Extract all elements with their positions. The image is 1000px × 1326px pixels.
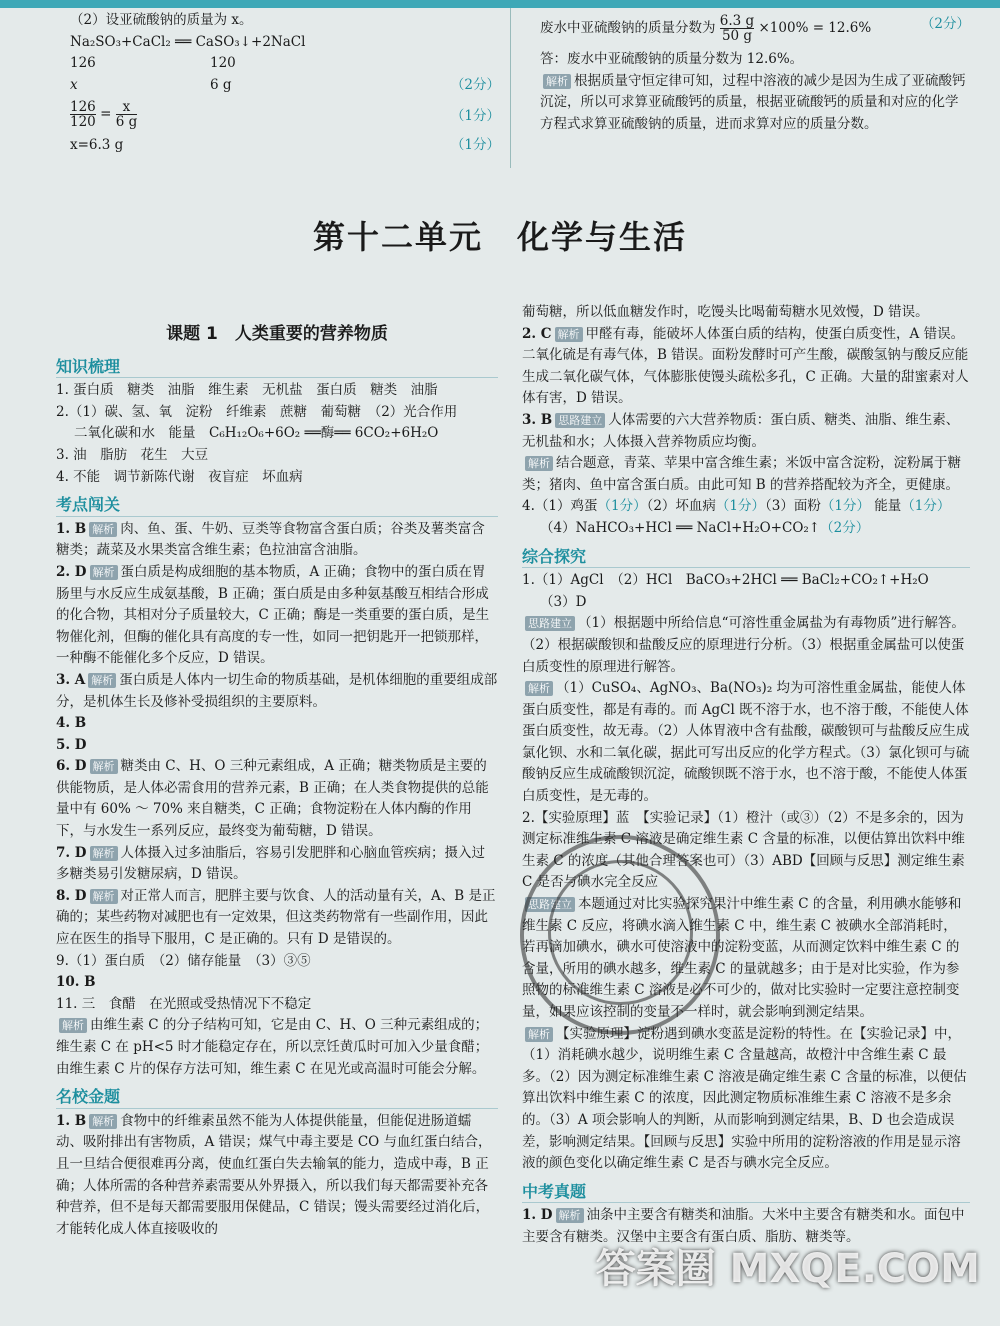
question-10: 10. B (56, 974, 96, 991)
question-8: 8. D 解析 对正常人而言，肥胖主要与饮食、人的活动量有关，A、B 是正确的；某些药物对减肥也有一定效果，但这类药物常有一些副作用，因此应在医生的指导下服用，C 是正确的。只有 D 是错误的。 (56, 887, 496, 948)
knowledge-1: 1. 蛋白质 糖类 油脂 维生素 无机盐 蛋白质 糖类 油脂 (56, 382, 438, 399)
question-6: 6. D 解析 糖类由 C、H、O 三种元素组成，A 正确；糖类物质是主要的供能物质，是人体必需食用的营养元素，B 正确；在人类食物提供的总能量中有 60% ～ 70% 来自糖类，C 正确；食物淀粉在人体内酶的作用下，与水发生一系列反应，最终变为葡萄糖，D 错误。 (56, 758, 489, 840)
row2-left: x (70, 76, 78, 93)
right-question-4: 4.（1）鸡蛋（1分）（2）坏血病（1分）（3）面粉（1分） 能量（1分） (522, 498, 951, 515)
question-7: 7. D 解析 人体摄入过多油脂后，容易引发肥胖和心脑血管疾病；摄入过多糖类易引发糖尿病，D 错误。 (56, 844, 486, 883)
comp-question-1-analysis: 解析 （1）CuSO₄、AgNO₃、Ba(NO₃)₂ 均为可溶性重金属盐，能使人体蛋白质变性，都是有毒的。而 AgCl 既不溶于水，也不溶于酸，不能使人体蛋白质变性，故无毒。（2）人体胃液中含有盐酸，碳酸钡可与盐酸反应生成氯化钡、水和二氧化碳，据此可写出反应的化学方程式。（3）氯化钡可与硫酸钠反应生成硫酸钡沉淀，硫酸钡既不溶于水，也不溶于酸，不能使人体蛋白质变性，是无毒的。 (522, 680, 970, 805)
row1-left: 126 (70, 55, 96, 72)
right-column (522, 302, 970, 1249)
comp-question-1b: （3）D (540, 593, 587, 610)
comp-question-2: 2.【实验原理】蓝 【实验记录】（1）橙汁（或③）（2）不是多余的，因为测定标准维生素 C 溶液是确定维生素 C 含量的标准，以便估算出饮料中维生素 C 的浓度（其他合理答案也可）（3）ABD【回顾与反思】测定维生素 C 是否与碘水完全反应 (522, 809, 965, 891)
unit-title: 第十二单元 化学与生活 (312, 218, 687, 256)
question-3: 3. A 解析 蛋白质是人体内一切生命的物质基础，是机体细胞的重要组成部分，是机体生长及修补受损组织的主要原料。 (56, 671, 498, 710)
question-11-analysis: 解析 由维生素 C 的分子结构可知，它是由 C、H、O 三种元素组成的；维生素 C 在 pH<5 时才能稳定存在，所以烹饪黄瓜时可加入少量食醋；由维生素 C 片的保存方法可知，维生素 C 在见光或高温时可能会分解。 (56, 1017, 489, 1077)
answer: 答：废水中亚硫酸钠的质量分数为 12.6%。 (540, 51, 804, 67)
knowledge-2b: 二氧化碳和水 能量 C₆H₁₂O₆+6O₂ ══酶══ 6CO₂+6H₂O (74, 425, 439, 442)
result-score: （1分） (450, 137, 500, 154)
lesson-title: 课题 1 人类重要的营养物质 (166, 324, 388, 344)
analysis-tag: 解析 (543, 74, 571, 89)
row2-right: 6 g (210, 76, 232, 93)
section-famous-school: 名校金题 (56, 1086, 498, 1109)
mass-fraction: $\frac{6.3 g}{50 g}$ (719, 13, 755, 44)
frac-score: （2分） (920, 16, 970, 32)
question-9: 9.（1）蛋白质 （2）储存能量 （3）③⑤ (56, 952, 311, 969)
row2-score: （2分） (450, 76, 500, 93)
watermark: 答案圈 MXQE.COM (595, 1246, 980, 1292)
comp-question-1: 1.（1）AgCl （2）HCl BaCO₃+2HCl ══ BaCl₂+CO₂↑+H₂O (522, 572, 929, 589)
question-2: 2. D 解析 蛋白质是构成细胞的基本物质，A 正确；食物中的蛋白质在胃肠里与水反应生成氨基酸，B 正确；蛋白质是由多种氨基酸互相结合形成的化合物，其相对分子质量较大，C 正确；酶是一类重要的蛋白质，是生物催化剂，但酶的催化具有高度的专一性，如同一把钥匙开一把锁那样，一种酶不能催化多个反应，D 错误。 (56, 563, 490, 667)
section-comprehensive: 综合探究 (522, 546, 970, 569)
result: x=6.3 g (70, 137, 124, 154)
ratio-right: $\frac{x}{6 g}$ (115, 99, 138, 131)
exam-question-1: 1. D 解析 油条中主要含有糖类和油脂。大米中主要含有糖类和水。面包中主要含有糖类。汉堡中主要含有蛋白质、脂肪、糖类等。 (522, 1207, 965, 1245)
school-question-1: 1. B 解析 食物中的纤维素虽然不能为人体提供能量，但能促进肠道蠕动、吸附排出有害物质，A 错误；煤气中毒主要是 CO 与血红蛋白结合，且一旦结合便很难再分离，使血红蛋白失去输氧的能力，造成中毒，B 正确；人体所需的各种营养素需要从外界摄入，所以我们每天都需要补充各种营养，但不是每天都需要服用保健品，C 错误；馒头需要经过消化后，才能转化成人体直接吸收的 (56, 1112, 492, 1237)
column-divider (510, 8, 511, 168)
question-11: 11. 三 食醋 在光照或受热情况下不稳定 (56, 995, 312, 1012)
continued-text: 葡萄糖，所以低血糖发作时，吃馒头比喝葡萄糖水见效慢，D 错误。 (522, 304, 929, 320)
frac-label: 废水中亚硫酸钠的质量分数为 (540, 20, 716, 36)
right-question-2: 2. C 解析 甲醛有毒，能破坏人体蛋白质的结构，使蛋白质变性，A 错误。二氧化硫是有毒气体，B 错误。面粉发酵时可产生酸，碳酸氢钠与酸反应能生成二氧化碳气体，气体膨胀使馒头疏松多孔，C 正确。大量的甜蜜素对人体有害，D 错误。 (522, 325, 969, 407)
section-knowledge: 知识梳理 (56, 356, 498, 379)
knowledge-2a: 2.（1）碳、氢、氧 淀粉 纤维素 蔗糖 葡萄糖 （2）光合作用 (56, 403, 458, 420)
analysis: 根据质量守恒定律可知，过程中溶液的减少是因为生成了亚硫酸钙沉淀，所以可求算亚硫酸钙的质量，根据亚硫酸钙的质量和对应的化学方程式求算亚硫酸钠的质量，进而求算对应的质量分数。 (540, 72, 966, 132)
top-left-block (70, 10, 500, 157)
section-exam: 中考真题 (522, 1181, 970, 1204)
question-4: 4. B (56, 715, 87, 732)
frac-tail: ×100% = 12.6% (758, 20, 872, 36)
comp-question-1-idea: 思路建立 （1）根据题中所给信息“可溶性重金属盐为有毒物质”进行解答。（2）根据碳酸钡和盐酸反应的原理进行分析。（3）根据重金属盐可以使蛋白质变性的原理进行解答。 (522, 615, 965, 675)
top-color-bar (0, 0, 1000, 8)
right-question-3-analysis: 解析 结合题意，青菜、苹果中富含维生素；米饭中富含淀粉，淀粉属于糖类；猪肉、鱼中富含蛋白质。由此可知 B 的营养搭配较为齐全，更健康。 (522, 455, 961, 493)
q2-title: （2）设亚硫酸钠的质量为 x。 (70, 12, 253, 28)
top-right-block (540, 14, 970, 135)
ratio-eq: = (100, 106, 112, 123)
right-question-3: 3. B 思路建立 人体需要的六大营养物质：蛋白质、糖类、油脂、维生素、无机盐和水；人体摄入营养物质应均衡。 (522, 411, 960, 450)
section-checkpoint: 考点闯关 (56, 494, 498, 517)
row1-right: 120 (210, 55, 236, 72)
right-question-4-eq: （4）NaHCO₃+HCl ══ NaCl+H₂O+CO₂↑（2分） (540, 519, 870, 536)
comp-question-2-idea: 思路建立 本题通过对比实验探究果汁中维生素 C 的含量，利用碘水能够和维生素 C 反应，将碘水滴入维生素 C 中，维生素 C 被碘水全部消耗时，若再滴加碘水，碘水可使溶液中的淀粉变蓝，从而测定饮料中维生素 C 的含量，所用的碘水越多，维生素 C 的量就越多；由于是对比实验，作为参照物的标准维生素 C 溶液是必不可少的，做对比实验时一定要注意控制变量，如果应该控制的变量不一样时，就会影响到测定结果。 (522, 896, 962, 1020)
question-5: 5. D (56, 736, 87, 753)
ratio-score: （1分） (450, 108, 500, 125)
question-1: 1. B 解析 肉、鱼、蛋、牛奶、豆类等食物富含蛋白质；谷类及薯类富含糖类；蔬菜及水果类富含维生素；色拉油富含油脂。 (56, 520, 485, 559)
left-column (56, 310, 498, 1240)
comp-question-2-analysis: 解析 【实验原理】淀粉遇到碘水变蓝是淀粉的特性。在【实验记录】中，（1）消耗碘水越少，说明维生素 C 含量越高，故橙汁中含维生素 C 最多。（2）因为测定标准维生素 C 溶液是确定维生素 C 含量的标准，以便估算出饮料中维生素 C 的浓度，因此测定物质标准维生素 C 溶液不是多余的。（3）A 项会影响人的判断，从而影响到测定结果，B、D 也会造成误差，影响测定结果。【回顾与反思】实验中所用的淀粉溶液的作用是显示溶液的颜色变化以确定维生素 C 是否与碘水完全反应。 (522, 1025, 967, 1172)
ratio-left: $\frac{126}{120}$ (70, 99, 96, 131)
knowledge-4: 4. 不能 调节新陈代谢 夜盲症 坏血病 (56, 468, 303, 485)
knowledge-3: 3. 油 脂肪 花生 大豆 (56, 446, 209, 463)
equation: Na₂SO₃+CaCl₂ ══ CaSO₃↓+2NaCl (70, 33, 306, 50)
